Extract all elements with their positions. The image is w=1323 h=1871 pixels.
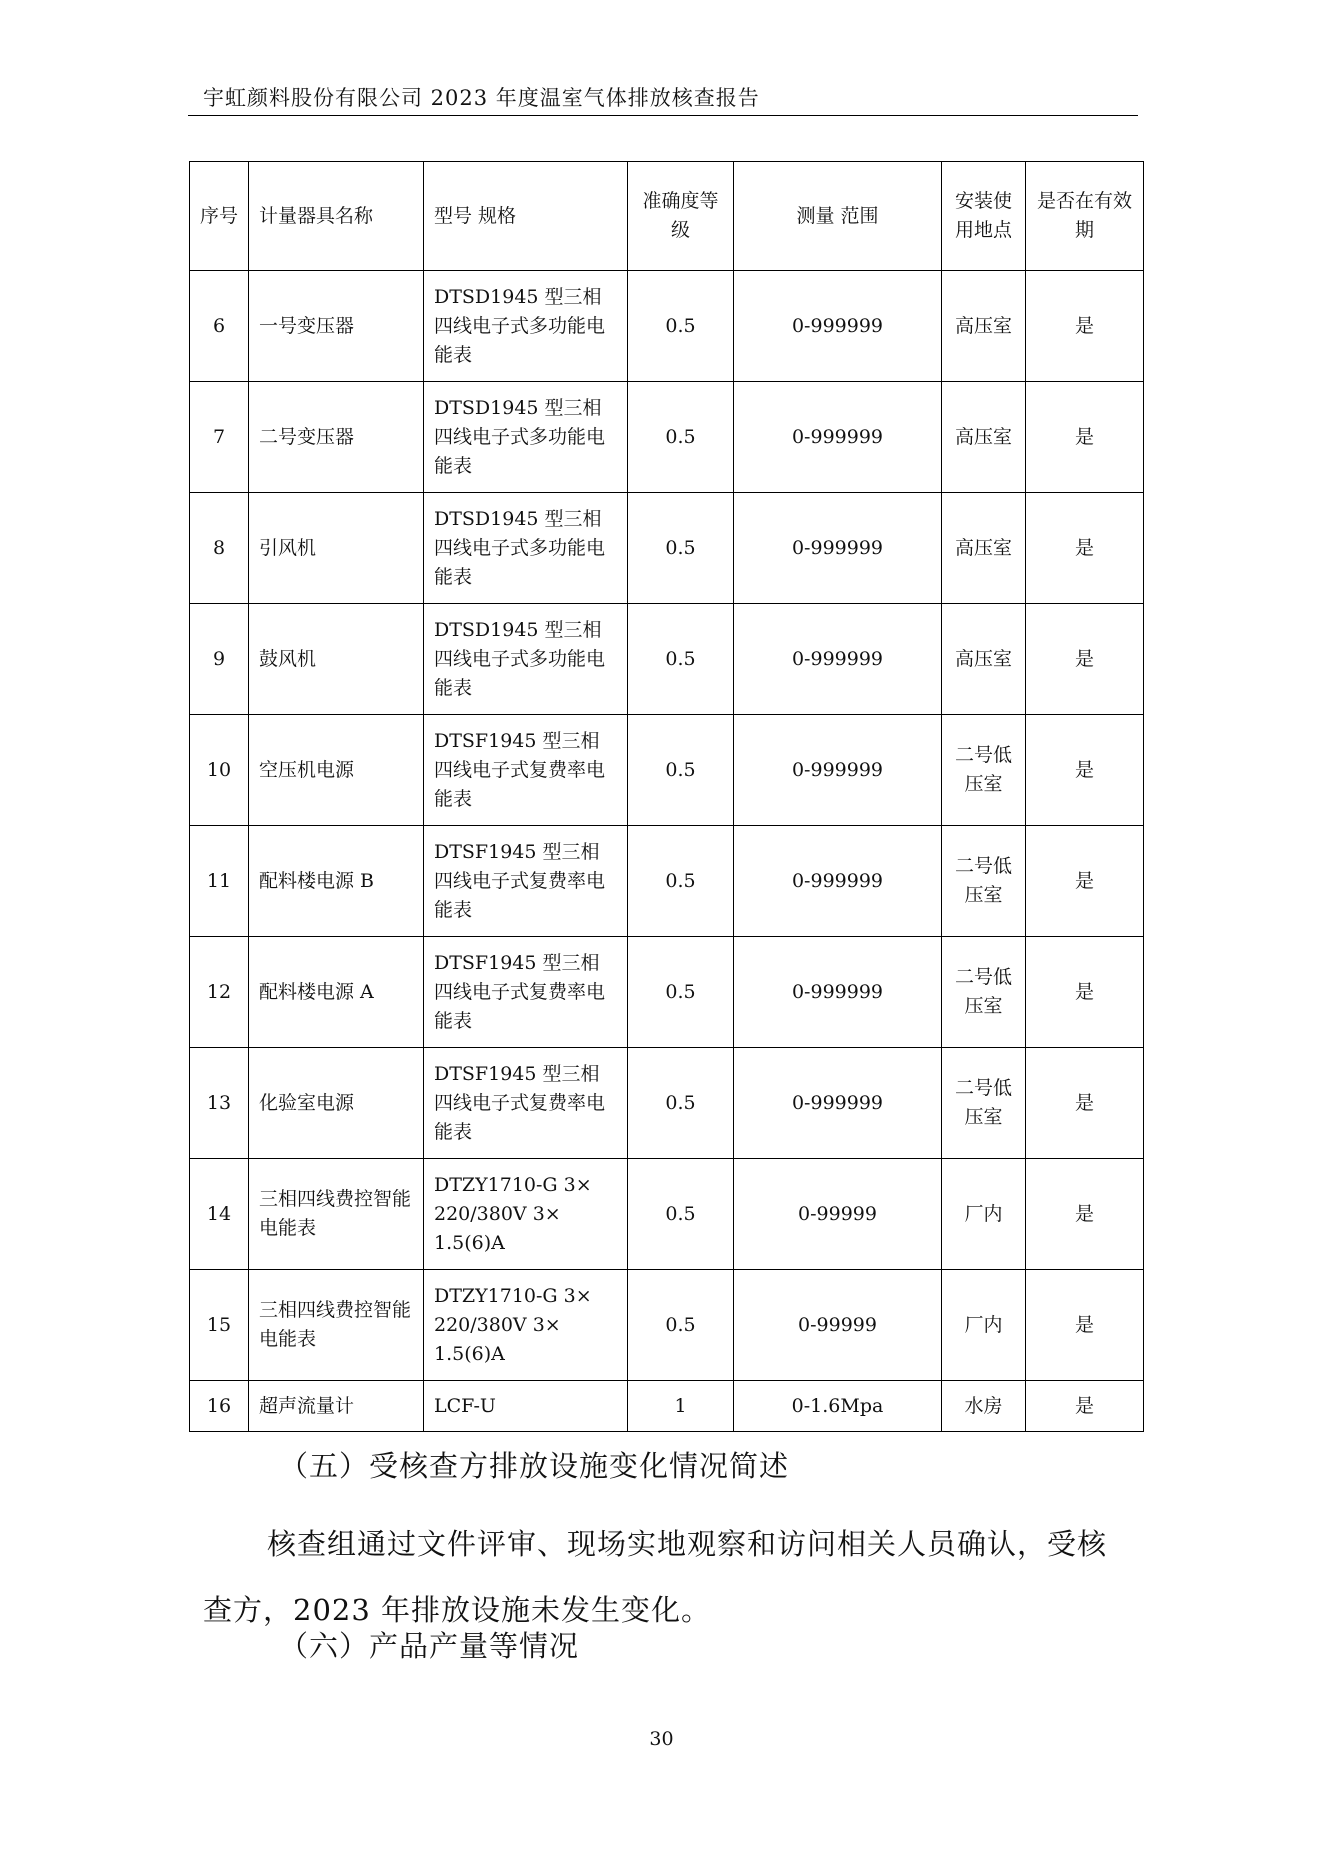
cell-model: DTSF1945 型三相四线电子式复费率电能表 — [424, 937, 628, 1048]
cell-accuracy: 0.5 — [628, 937, 734, 1048]
cell-valid: 是 — [1026, 1048, 1144, 1159]
table-row — [190, 604, 1144, 715]
header-divider — [188, 115, 1138, 116]
cell-location: 水房 — [942, 1381, 1026, 1432]
cell-no: 16 — [190, 1381, 249, 1432]
cell-location: 高压室 — [942, 271, 1026, 382]
cell-accuracy: 0.5 — [628, 1270, 734, 1381]
table-row — [190, 937, 1144, 1048]
cell-accuracy: 0.5 — [628, 1048, 734, 1159]
cell-model: DTSD1945 型三相四线电子式多功能电能表 — [424, 604, 628, 715]
cell-name: 引风机 — [249, 493, 424, 604]
cell-location: 厂内 — [942, 1159, 1026, 1270]
cell-range: 0-1.6Mpa — [734, 1381, 942, 1432]
cell-no: 10 — [190, 715, 249, 826]
cell-accuracy: 0.5 — [628, 715, 734, 826]
cell-name: 三相四线费控智能电能表 — [249, 1159, 424, 1270]
cell-location: 二号低压室 — [942, 1048, 1026, 1159]
table-row — [190, 715, 1144, 826]
cell-accuracy: 1 — [628, 1381, 734, 1432]
cell-range: 0-999999 — [734, 382, 942, 493]
cell-location: 高压室 — [942, 604, 1026, 715]
col-header-accuracy: 准确度等级 — [628, 162, 734, 271]
cell-valid: 是 — [1026, 1270, 1144, 1381]
page-number: 30 — [649, 1728, 674, 1750]
col-header-name: 计量器具名称 — [249, 162, 424, 271]
cell-no: 14 — [190, 1159, 249, 1270]
cell-no: 9 — [190, 604, 249, 715]
cell-name: 一号变压器 — [249, 271, 424, 382]
cell-name: 配料楼电源 B — [249, 826, 424, 937]
measuring-instruments-table — [189, 161, 1144, 1432]
table-row — [190, 271, 1144, 382]
section-5-heading: （五）受核查方排放设施变化情况简述 — [279, 1449, 790, 1483]
cell-model: LCF-U — [424, 1381, 628, 1432]
cell-model: DTSF1945 型三相四线电子式复费率电能表 — [424, 1048, 628, 1159]
cell-no: 11 — [190, 826, 249, 937]
cell-accuracy: 0.5 — [628, 826, 734, 937]
cell-valid: 是 — [1026, 937, 1144, 1048]
section-6-heading: （六）产品产量等情况 — [279, 1629, 580, 1663]
cell-model: DTSD1945 型三相四线电子式多功能电能表 — [424, 271, 628, 382]
cell-model: DTZY1710-G 3× 220/380V 3× 1.5(6)A — [424, 1159, 628, 1270]
cell-location: 高压室 — [942, 382, 1026, 493]
cell-valid: 是 — [1026, 1381, 1144, 1432]
table-row — [190, 1048, 1144, 1159]
cell-accuracy: 0.5 — [628, 604, 734, 715]
cell-name: 鼓风机 — [249, 604, 424, 715]
col-header-location: 安装使用地点 — [942, 162, 1026, 271]
cell-valid: 是 — [1026, 382, 1144, 493]
cell-name: 化验室电源 — [249, 1048, 424, 1159]
cell-accuracy: 0.5 — [628, 382, 734, 493]
cell-accuracy: 0.5 — [628, 1159, 734, 1270]
col-header-valid: 是否在有效期 — [1026, 162, 1144, 271]
cell-no: 12 — [190, 937, 249, 1048]
cell-model: DTZY1710-G 3× 220/380V 3× 1.5(6)A — [424, 1270, 628, 1381]
section-5-body: 核查组通过文件评审、现场实地观察和访问相关人员确认，受核查方，2023 年排放设施未发生变化。 — [203, 1527, 1108, 1627]
col-header-model: 型号 规格 — [424, 162, 628, 271]
cell-location: 厂内 — [942, 1270, 1026, 1381]
cell-valid: 是 — [1026, 715, 1144, 826]
cell-accuracy: 0.5 — [628, 271, 734, 382]
cell-valid: 是 — [1026, 826, 1144, 937]
cell-no: 8 — [190, 493, 249, 604]
cell-range: 0-999999 — [734, 604, 942, 715]
cell-no: 13 — [190, 1048, 249, 1159]
report-header: 宇虹颜料股份有限公司 2023 年度温室气体排放核查报告 — [203, 86, 760, 110]
cell-accuracy: 0.5 — [628, 493, 734, 604]
cell-range: 0-99999 — [734, 1159, 942, 1270]
cell-location: 二号低压室 — [942, 937, 1026, 1048]
cell-range: 0-999999 — [734, 1048, 942, 1159]
cell-range: 0-999999 — [734, 715, 942, 826]
cell-name: 配料楼电源 A — [249, 937, 424, 1048]
cell-model: DTSD1945 型三相四线电子式多功能电能表 — [424, 382, 628, 493]
cell-no: 6 — [190, 271, 249, 382]
cell-location: 高压室 — [942, 493, 1026, 604]
table-row — [190, 1270, 1144, 1381]
cell-range: 0-999999 — [734, 271, 942, 382]
cell-valid: 是 — [1026, 493, 1144, 604]
cell-model: DTSF1945 型三相四线电子式复费率电能表 — [424, 826, 628, 937]
cell-valid: 是 — [1026, 271, 1144, 382]
table-row — [190, 1381, 1144, 1432]
table-row — [190, 382, 1144, 493]
table-row — [190, 493, 1144, 604]
cell-name: 超声流量计 — [249, 1381, 424, 1432]
cell-valid: 是 — [1026, 1159, 1144, 1270]
cell-valid: 是 — [1026, 604, 1144, 715]
cell-model: DTSF1945 型三相四线电子式复费率电能表 — [424, 715, 628, 826]
cell-name: 二号变压器 — [249, 382, 424, 493]
cell-location: 二号低压室 — [942, 715, 1026, 826]
table-row — [190, 826, 1144, 937]
cell-range: 0-999999 — [734, 826, 942, 937]
cell-range: 0-999999 — [734, 493, 942, 604]
cell-model: DTSD1945 型三相四线电子式多功能电能表 — [424, 493, 628, 604]
col-header-range: 测量 范围 — [734, 162, 942, 271]
cell-name: 三相四线费控智能电能表 — [249, 1270, 424, 1381]
cell-range: 0-999999 — [734, 937, 942, 1048]
cell-location: 二号低压室 — [942, 826, 1026, 937]
cell-name: 空压机电源 — [249, 715, 424, 826]
table-header-row — [190, 162, 1144, 271]
cell-no: 7 — [190, 382, 249, 493]
cell-range: 0-99999 — [734, 1270, 942, 1381]
cell-no: 15 — [190, 1270, 249, 1381]
col-header-no: 序号 — [190, 162, 249, 271]
table-row — [190, 1159, 1144, 1270]
